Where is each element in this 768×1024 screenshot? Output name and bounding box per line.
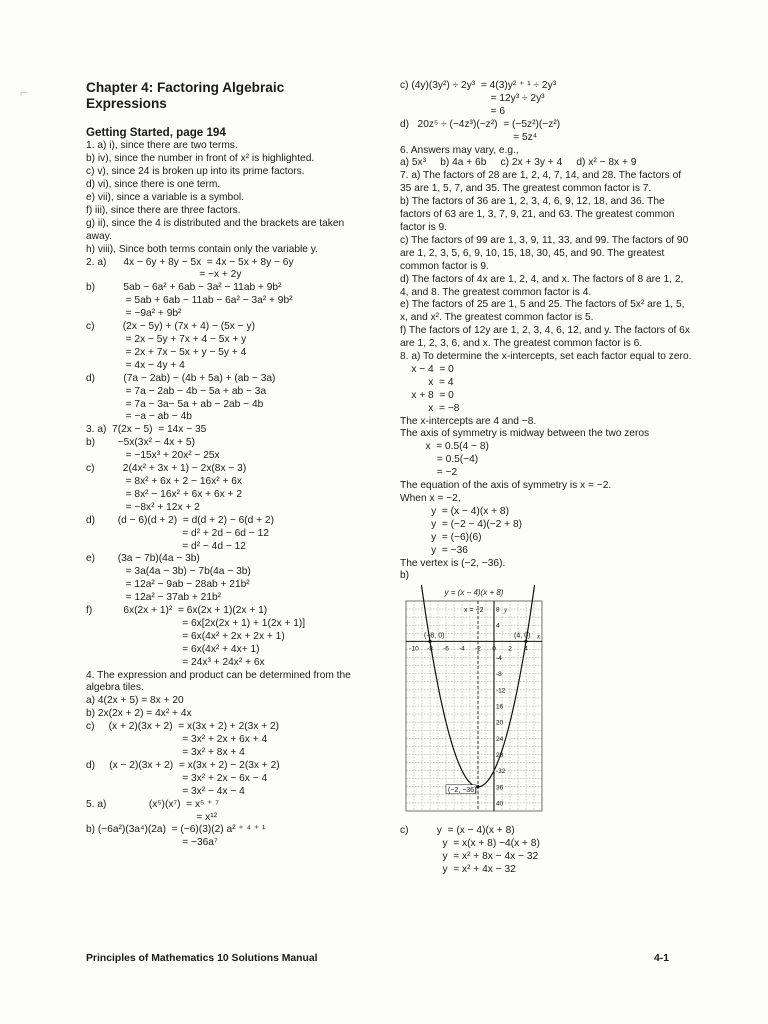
y-tick-label: 24 xyxy=(496,736,504,744)
answer-line: a) 5x³ b) 4a + 6b c) 2x + 3y + 4 d) x² − 8x + 9 xyxy=(400,157,637,169)
answer-line: d) (x − 2)(3x + 2) = x(3x + 2) − 2(3x + 2) xyxy=(86,759,280,771)
answer-line: = 3x² + 2x − 6x − 4 xyxy=(86,772,268,784)
answer-line: = −9a² + 9b² xyxy=(86,308,182,320)
answer-line: 3. a) 7(2x − 5) = 14x − 35 xyxy=(86,424,207,436)
y-tick-label: -32 xyxy=(496,768,506,776)
answer-line: b) 5ab − 6a² + 6ab − 3a² − 11ab + 9b² xyxy=(86,282,282,294)
answer-line: The equation of the axis of symmetry is x = −2. xyxy=(400,480,612,492)
x-tick-label: 0 xyxy=(492,645,496,653)
answer-line: b) xyxy=(400,570,410,582)
answer-line: = 8x² + 6x + 2 − 16x² + 6x xyxy=(86,475,243,487)
answer-line: The axis of symmetry is midway between the two zeros xyxy=(400,428,650,440)
chapter-title-line2: Expressions xyxy=(86,96,167,112)
key-point xyxy=(428,640,431,643)
answer-line: = 6x(4x² + 4x+ 1) xyxy=(86,643,260,655)
answer-line: The vertex is (−2, −36). xyxy=(400,557,506,569)
answer-line: f) The factors of 12y are 1, 2, 3, 4, 6, 12, and y. The factors of 6x are 1, 2, 3, 6, and x. The greatest common factor is 6. xyxy=(400,325,690,350)
answer-line: y = (x − 4)(x + 8) xyxy=(400,505,509,517)
y-tick-label: 28 xyxy=(496,752,504,760)
answer-line: f) 6x(2x + 1)² = 6x(2x + 1)(2x + 1) xyxy=(86,605,268,617)
y-tick-label: 8 xyxy=(496,606,500,614)
x-tick-label: -4 xyxy=(459,645,465,653)
answer-line: = 12y³ ÷ 2y³ xyxy=(400,92,545,104)
answer-line: = −36a⁷ xyxy=(86,837,218,849)
answer-line: = d² + 2d − 6d − 12 xyxy=(86,527,269,539)
answer-line: h) viii), Since both terms contain only the variable y. xyxy=(86,243,318,255)
answer-line: = −15x³ + 20x² − 25x xyxy=(86,450,220,462)
answer-line: b) 2x(2x + 2) = 4x² + 4x xyxy=(86,708,192,720)
y-tick-label: -12 xyxy=(496,687,506,695)
answer-line: d) (7a − 2ab) − (4b + 5a) + (ab − 3a) xyxy=(86,372,276,384)
y-tick-label: 36 xyxy=(496,784,504,792)
graph-svg xyxy=(404,585,544,815)
x-tick-label: -2 xyxy=(475,645,481,653)
answer-line: b) −5x(3x² − 4x + 5) xyxy=(86,437,195,449)
answer-line: y = −36 xyxy=(400,544,468,556)
left-column xyxy=(86,80,368,850)
answer-line: = x¹² xyxy=(86,811,218,823)
answer-line: g) ii), since the 4 is distributed and the brackets are taken away. xyxy=(86,217,345,242)
answer-line: = 12a² − 37ab + 21b² xyxy=(86,592,222,604)
right-answers-top xyxy=(400,80,692,583)
answer-line: = −x + 2y xyxy=(86,269,242,281)
key-point xyxy=(524,640,527,643)
answer-line: c) The factors of 99 are 1, 3, 9, 11, 33, and 99. The factors of 90 are 1, 2, 3, 5, 6, 9, 10, 15, 18, 30, 45, and 90. The greatest common factor is 9. xyxy=(400,234,689,272)
answer-line: = 8x² − 16x² + 6x + 6x + 2 xyxy=(86,488,243,500)
answer-line: The x-intercepts are 4 and −8. xyxy=(400,415,537,427)
right-column xyxy=(400,80,692,877)
graph-title: y = (x − 4)(x + 8) xyxy=(444,588,504,598)
x-tick-label: -8 xyxy=(427,645,433,653)
answer-line: = 3a(4a − 3b) − 7b(4a − 3b) xyxy=(86,566,251,578)
answer-line: = 7a − 3a− 5a + ab − 2ab − 4b xyxy=(86,398,264,410)
answer-line: b) (−6a²)(3a⁴)(2a) = (−6)(3)(2) a² ⁺ ⁴ ⁺ ¹ xyxy=(86,824,266,836)
chapter-title-line1: Chapter 4: Factoring Algebraic xyxy=(86,80,285,95)
answer-line: f) iii), since there are three factors. xyxy=(86,204,241,216)
x-tick-label: -6 xyxy=(443,645,449,653)
answer-line: e) vii), since a variable is a symbol. xyxy=(86,192,244,204)
answer-line: y = x² + 8x − 4x − 32 xyxy=(400,851,539,863)
answer-line: = 6x(4x² + 2x + 2x + 1) xyxy=(86,630,285,642)
answer-line: = 3x² + 8x + 4 xyxy=(86,747,245,758)
answer-line: = −8x² + 12x + 2 xyxy=(86,501,200,513)
answer-line: = 2x + 7x − 5x + y − 5y + 4 xyxy=(86,346,247,358)
answer-line: c) y = (x − 4)(x + 8) xyxy=(400,825,515,837)
answer-line: = 6 xyxy=(400,105,506,117)
answer-line: 6. Answers may vary, e.g., xyxy=(400,144,519,156)
answer-line: a) 4(2x + 5) = 8x + 20 xyxy=(86,695,184,707)
answer-line: x = 4 xyxy=(400,376,454,388)
answer-line: x − 4 = 0 xyxy=(400,363,454,375)
answer-line: d) (d − 6)(d + 2) = d(d + 2) − 6(d + 2) xyxy=(86,514,274,526)
answer-line: = 24x³ + 24x² + 6x xyxy=(86,656,265,668)
answer-line: e) The factors of 25 are 1, 5 and 25. The factors of 5x² are 1, 5, x, and x². The greatest common factor is 5. xyxy=(400,299,685,324)
y-tick-label: 20 xyxy=(496,719,504,727)
answer-line: 2. a) 4x − 6y + 8y − 5x = 4x − 5x + 8y − 6y xyxy=(86,256,294,268)
answer-line: x = 0.5(4 − 8) xyxy=(400,441,489,453)
answer-line: = d² − 4d − 12 xyxy=(86,540,246,552)
point-label: (4, 0) xyxy=(514,632,531,640)
answer-line: b) iv), since the number in front of x² is highlighted. xyxy=(86,153,315,165)
answer-line: b) The factors of 36 are 1, 2, 3, 4, 6, 9, 12, 18, and 36. The factors of 63 are 1, 3, 7, 9, 21, and 63. The greatest common factor is 9. xyxy=(400,196,675,233)
answer-line: c) (2x − 5y) + (7x + 4) − (5x − y) xyxy=(86,321,255,333)
answer-line: = 3x² + 2x + 6x + 4 xyxy=(86,734,268,746)
y-tick-label: 40 xyxy=(496,800,504,808)
answer-line: c) v), since 24 is broken up into its prime factors. xyxy=(86,166,305,178)
parabola-graph xyxy=(404,585,544,815)
answer-line: = 5ab + 6ab − 11ab − 6a² − 3a² + 9b² xyxy=(86,295,293,307)
answer-line: y = (−6)(6) xyxy=(400,531,482,543)
answer-line: 1. a) i), since there are two terms. xyxy=(86,140,238,152)
answer-line: 5. a) (x⁵)(x⁷) = x⁵ ⁺ ⁷ xyxy=(86,798,219,810)
answer-line: y = (−2 − 4)(−2 + 8) xyxy=(400,518,523,530)
y-tick-label: -4 xyxy=(496,655,502,663)
answer-line: y = x² + 4x − 32 xyxy=(400,864,516,876)
y-tick-label: 4 xyxy=(496,623,500,631)
answer-line: = 6x[2x(2x + 1) + 1(2x + 1)] xyxy=(86,617,306,629)
answer-line: c) (4y)(3y²) ÷ 2y³ = 4(3)y² ⁺ ¹ ÷ 2y³ xyxy=(400,80,557,91)
answer-line: c) 2(4x² + 3x + 1) − 2x(8x − 3) xyxy=(86,463,247,475)
answer-line: d) 20z⁵ ÷ (−4z³)(−z²) = (−5z²)(−z²) xyxy=(400,118,561,130)
point-label: (−2, −36) xyxy=(448,787,477,795)
footer-book-title: Principles of Mathematics 10 Solutions Manual xyxy=(86,953,318,964)
answer-line: When x = −2, xyxy=(400,493,461,504)
section-heading: Getting Started, page 194 xyxy=(86,126,226,140)
point-label: (−8, 0) xyxy=(424,632,445,640)
answer-line: d) vi), since there is one term. xyxy=(86,179,221,191)
y-tick-label: 16 xyxy=(496,703,504,711)
answer-line: x + 8 = 0 xyxy=(400,389,454,401)
answer-line: = 3x² − 4x − 4 xyxy=(86,785,245,797)
x-tick-label: 4 xyxy=(524,645,528,653)
right-answers-bottom xyxy=(400,825,692,877)
answer-line: 4. The expression and product can be determined from the algebra tiles. xyxy=(86,669,351,694)
answer-line: = 5z⁴ xyxy=(400,131,538,143)
answer-line: y = x(x + 8) −4(x + 8) xyxy=(400,838,540,850)
answer-line: = 2x − 5y + 7x + 4 − 5x + y xyxy=(86,334,247,345)
answer-line: 7. a) The factors of 28 are 1, 2, 4, 7, 14, and 28. The factors of 35 are 1, 5, 7, and 35. The greatest common factor is 7. xyxy=(400,170,682,195)
left-answers xyxy=(86,140,368,850)
footer-page-number: 4-1 xyxy=(654,953,670,964)
axis-of-symmetry-label: x = −2 xyxy=(464,607,484,615)
x-axis-label: x xyxy=(537,632,541,641)
answer-line: 8. a) To determine the x-intercepts, set each factor equal to zero. xyxy=(400,351,692,363)
answer-line: = 0.5(−4) xyxy=(400,454,479,466)
scan-artifact: ⌐ xyxy=(20,84,29,100)
answer-line: = −a − ab − 4b xyxy=(86,411,192,423)
x-tick-label: 2 xyxy=(508,645,512,653)
answer-line: = 7a − 2ab − 4b − 5a + ab − 3a xyxy=(86,385,267,397)
y-tick-label: -8 xyxy=(496,671,502,679)
answer-line: = −2 xyxy=(400,467,458,479)
answer-line: d) The factors of 4x are 1, 2, 4, and x. The factors of 8 are 1, 2, 4, and 8. The greatest common factor is 4. xyxy=(400,273,684,298)
answer-line: x = −8 xyxy=(400,402,460,414)
key-point xyxy=(476,786,479,789)
answer-line: c) (x + 2)(3x + 2) = x(3x + 2) + 2(3x + 2) xyxy=(86,721,280,733)
answer-line: e) (3a − 7b)(4a − 3b) xyxy=(86,553,200,565)
x-tick-label: -10 xyxy=(409,645,419,653)
answer-line: = 4x − 4y + 4 xyxy=(86,359,185,371)
answer-line: = 12a² − 9ab − 28ab + 21b² xyxy=(86,579,250,591)
y-axis-label: y xyxy=(504,606,508,615)
